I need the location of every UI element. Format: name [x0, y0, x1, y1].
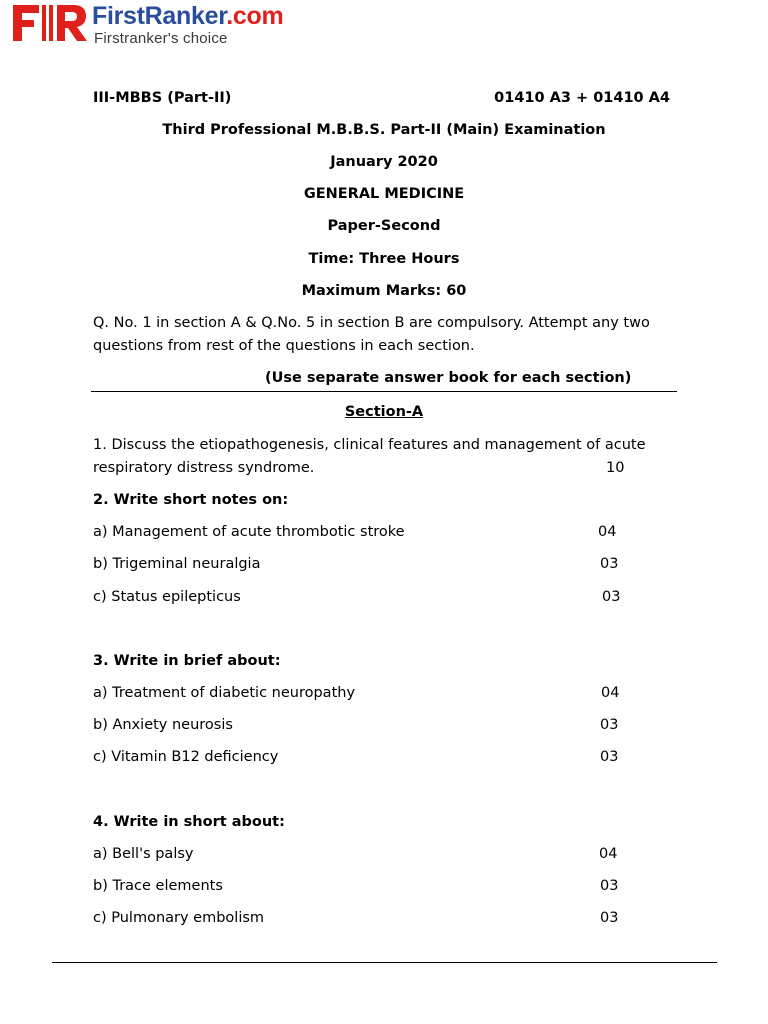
paper-code: 01410 A3 + 01410 A4: [494, 90, 670, 106]
q3-heading: 3. Write in brief about:: [93, 653, 281, 669]
header-divider: [91, 391, 677, 392]
q3-item-b: b) Anxiety neurosis: [93, 717, 233, 733]
q4-item-c: c) Pulmonary embolism: [93, 910, 265, 926]
course-label: III-MBBS (Part-II): [93, 90, 232, 106]
q3-item-b-marks: 03: [600, 717, 619, 733]
section-title: Section-A: [344, 404, 424, 420]
logo-domain: .com: [226, 2, 284, 30]
q4-item-a: a) Bell's palsy: [93, 846, 194, 862]
q2-item-b: b) Trigeminal neuralgia: [93, 556, 261, 572]
q2-item-a: a) Management of acute thrombotic stroke: [93, 524, 405, 540]
logo-wordmark: [92, 2, 283, 31]
q4-item-c-marks: 03: [600, 910, 619, 926]
q1-line-2: respiratory distress syndrome.: [93, 460, 315, 476]
q2-item-b-marks: 03: [600, 556, 619, 572]
q2-item-c: c) Status epilepticus: [93, 589, 241, 605]
max-marks: Maximum Marks: 60: [301, 283, 467, 299]
subject-title: GENERAL MEDICINE: [303, 186, 465, 202]
logo-tagline: Firstranker's choice: [94, 30, 228, 47]
q4-item-b-marks: 03: [600, 878, 619, 894]
firstranker-logo-icon: [11, 3, 87, 43]
footer-divider: [52, 962, 717, 963]
instructions-note: (Use separate answer book for each section): [265, 370, 632, 386]
q3-item-a: a) Treatment of diabetic neuropathy: [93, 685, 356, 701]
instructions-line-1: Q. No. 1 in section A & Q.No. 5 in section B are compulsory. Attempt any two: [93, 315, 650, 331]
q1-line-1: 1. Discuss the etiopathogenesis, clinical features and management of acute: [93, 437, 646, 453]
q1-marks: 10: [606, 460, 625, 476]
q2-item-a-marks: 04: [598, 524, 617, 540]
q3-item-c-marks: 03: [600, 749, 619, 765]
q4-heading: 4. Write in short about:: [93, 814, 285, 830]
exam-title: Third Professional M.B.B.S. Part-II (Main) Examination: [162, 122, 606, 138]
logo-name: FirstRanker: [92, 2, 227, 30]
instructions-line-2: questions from rest of the questions in each section.: [93, 338, 475, 354]
q2-item-c-marks: 03: [602, 589, 621, 605]
exam-date: January 2020: [330, 154, 438, 170]
q3-item-c: c) Vitamin B12 deficiency: [93, 749, 279, 765]
q3-item-a-marks: 04: [601, 685, 620, 701]
exam-time: Time: Three Hours: [308, 251, 460, 267]
paper-title: Paper-Second: [327, 218, 441, 234]
q4-item-a-marks: 04: [599, 846, 618, 862]
q4-item-b: b) Trace elements: [93, 878, 223, 894]
q2-heading: 2. Write short notes on:: [93, 492, 289, 508]
